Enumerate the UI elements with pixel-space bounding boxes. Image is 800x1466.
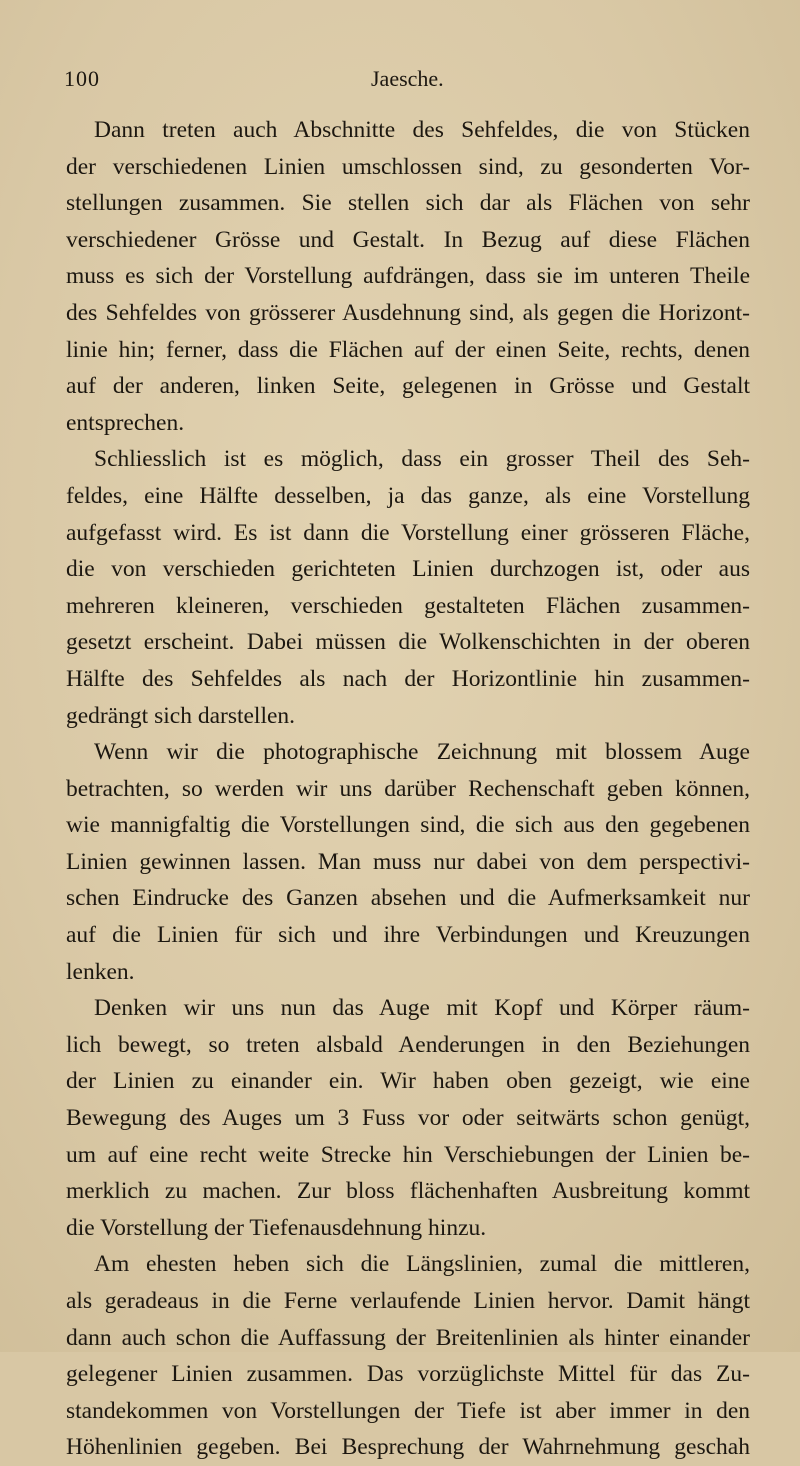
text-line: des Sehfeldes von grösserer Ausdehnung sind, als gegen die Horizont- (66, 299, 750, 326)
text-line: stellungen zusammen. Sie stellen sich dar als Flächen von sehr (66, 190, 750, 217)
text-line: Wenn wir die photographische Zeichnung mit blossem Auge (94, 739, 750, 766)
text-line: linie hin; ferner, dass die Flächen auf der einen Seite, rechts, denen (66, 336, 750, 363)
text-line: Denken wir uns nun das Auge mit Kopf und Körper räum- (94, 995, 750, 1022)
text-line: Bewegung des Auges um 3 Fuss vor oder seitwärts schon genügt, (66, 1105, 750, 1132)
text-line: schen Eindrucke des Ganzen absehen und die Aufmerksamkeit nur (66, 885, 750, 912)
text-line: die von verschieden gerichteten Linien durchzogen ist, oder aus (66, 556, 750, 583)
text-line: als geradeaus in die Ferne verlaufende Linien hervor. Damit hängt (66, 1288, 750, 1314)
text-line: auf die Linien für sich und ihre Verbindungen und Kreuzungen (66, 922, 750, 949)
page-number: 100 (64, 66, 100, 91)
text-line: entsprechen. (66, 409, 185, 436)
text-line: Linien gewinnen lassen. Man muss nur dabei von dem perspectivi- (66, 848, 750, 875)
text-line: verschiedener Grösse und Gestalt. In Bezug auf diese Flächen (66, 226, 750, 253)
text-line: gelegener Linien zusammen. Das vorzüglichste Mittel für das Zu- (66, 1361, 750, 1388)
text-line: mehreren kleineren, verschieden gestalteten Flächen zusammen- (66, 592, 750, 619)
body-text (66, 112, 750, 1466)
text-line: feldes, eine Hälfte desselben, ja das ganze, als eine Vorstellung (66, 482, 750, 509)
text-line: gesetzt erscheint. Dabei müssen die Wolkenschichten in der oberen (66, 629, 750, 656)
text-line: wie mannigfaltig die Vorstellungen sind, die sich aus den gegebenen (66, 812, 750, 839)
text-line: betrachten, so werden wir uns darüber Rechenschaft geben können, (66, 775, 750, 802)
text-line: dann auch schon die Auffassung der Breitenlinien als hinter einander (66, 1324, 750, 1351)
page-header (64, 66, 764, 96)
text-line: der verschiedenen Linien umschlossen sind, zu gesonderten Vor- (66, 153, 750, 180)
text-line: der Linien zu einander ein. Wir haben oben gezeigt, wie eine (66, 1068, 750, 1095)
running-head: Jaesche. (371, 66, 444, 91)
text-line: merklich zu machen. Zur bloss flächenhaften Ausbreitung kommt (66, 1178, 750, 1205)
text-line: gedrängt sich darstellen. (66, 702, 296, 729)
text-line: aufgefasst wird. Es ist dann die Vorstellung einer grösseren Fläche, (66, 519, 750, 546)
text-line: Höhenlinien gegeben. Bei Besprechung der Wahrnehmung geschah (66, 1434, 750, 1461)
text-line: auf der anderen, linken Seite, gelegenen in Grösse und Gestalt (66, 373, 750, 400)
text-line: standekommen von Vorstellungen der Tiefe ist aber immer in den (66, 1397, 750, 1424)
text-line: Dann treten auch Abschnitte des Sehfeldes, die von Stücken (94, 117, 750, 143)
text-line: um auf eine recht weite Strecke hin Verschiebungen der Linien be- (66, 1141, 750, 1168)
text-line: Schliesslich ist es möglich, dass ein grosser Theil des Seh- (94, 446, 750, 473)
text-line: Hälfte des Sehfeldes als nach der Horizontlinie hin zusammen- (66, 665, 750, 692)
text-line: lenken. (66, 958, 135, 985)
text-line: muss es sich der Vorstellung aufdrängen, dass sie im unteren Theile (66, 263, 750, 290)
text-line: die Vorstellung der Tiefenausdehnung hinzu. (66, 1214, 487, 1241)
text-line: Am ehesten heben sich die Längslinien, zumal die mittleren, (94, 1251, 750, 1278)
text-line: lich bewegt, so treten alsbald Aenderungen in den Beziehungen (66, 1031, 750, 1058)
